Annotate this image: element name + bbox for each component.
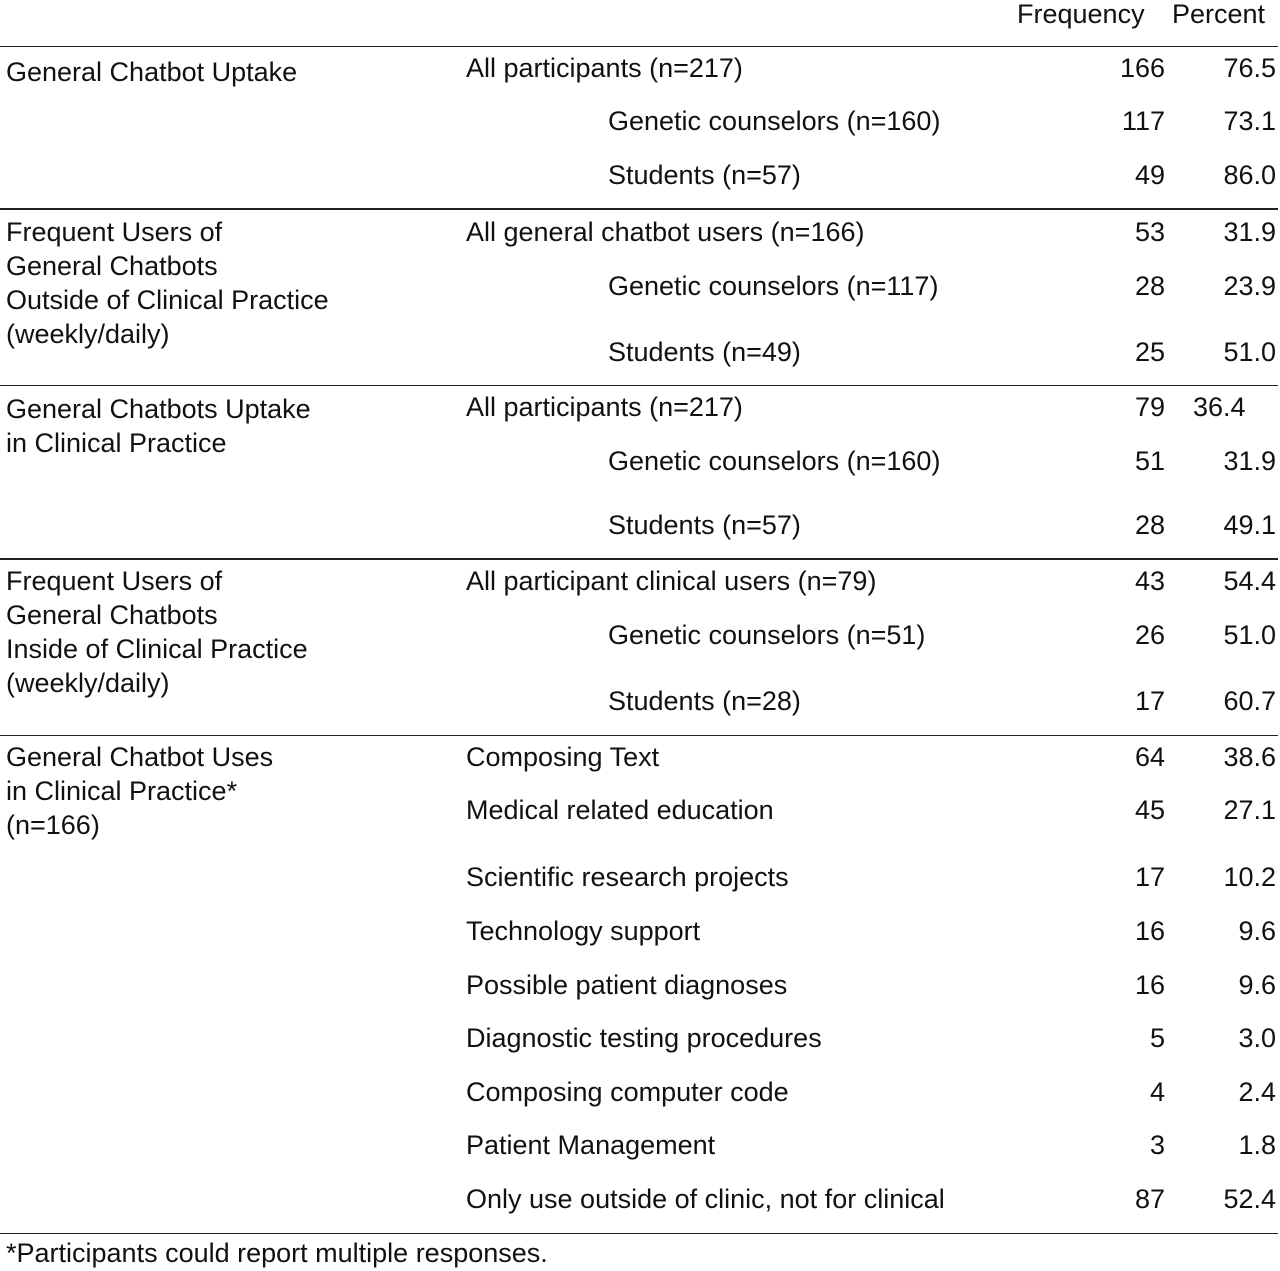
- row-label: Students (n=49): [608, 337, 801, 367]
- row-frequency: 3: [1149, 1130, 1165, 1160]
- section-label: General Chatbot Uptake: [6, 57, 298, 87]
- row-label: Composing Text: [466, 742, 660, 772]
- row-percent: 73.1: [1223, 106, 1276, 136]
- row-percent: 76.5: [1223, 53, 1276, 83]
- row-frequency: 79: [1134, 392, 1165, 422]
- row-label: Scientific research projects: [466, 862, 789, 892]
- row-percent: 60.7: [1223, 686, 1276, 716]
- section-label: Frequent Users of General Chatbots Inside of Clinical Practice (weekly/daily): [6, 566, 308, 698]
- row-percent: 23.9: [1223, 271, 1276, 301]
- section-rule: [0, 735, 1278, 736]
- row-percent: 9.6: [1238, 970, 1276, 1000]
- row-frequency: 53: [1134, 217, 1165, 247]
- section-rule: [0, 558, 1278, 560]
- row-frequency: 17: [1134, 686, 1165, 716]
- row-frequency: 117: [1121, 106, 1165, 136]
- section-label: Frequent Users of General Chatbots Outside of Clinical Practice (weekly/daily): [6, 217, 329, 349]
- row-percent: 31.9: [1223, 217, 1276, 247]
- row-frequency: 87: [1134, 1184, 1165, 1214]
- row-label: Students (n=28): [608, 686, 801, 716]
- section-label: General Chatbots Uptake in Clinical Practice: [6, 394, 311, 458]
- row-percent: 2.4: [1238, 1077, 1276, 1107]
- row-label: Possible patient diagnoses: [466, 970, 788, 1000]
- row-label: Genetic counselors (n=160): [608, 106, 941, 136]
- row-label: Composing computer code: [466, 1077, 789, 1107]
- row-percent: 9.6: [1238, 916, 1276, 946]
- footnote: *Participants could report multiple responses.: [6, 1238, 548, 1268]
- row-frequency: 5: [1149, 1023, 1165, 1053]
- row-label: All participants (n=217): [466, 53, 743, 83]
- row-label: Technology support: [466, 916, 701, 946]
- row-frequency: 43: [1134, 566, 1165, 596]
- row-label: All participant clinical users (n=79): [466, 566, 877, 596]
- row-percent: 51.0: [1223, 337, 1276, 367]
- row-label: Students (n=57): [608, 160, 801, 190]
- row-frequency: 25: [1134, 337, 1165, 367]
- section-rule: [0, 385, 1278, 386]
- row-percent: 49.1: [1223, 510, 1276, 540]
- row-label: Medical related education: [466, 795, 774, 825]
- row-frequency: 49: [1134, 160, 1165, 190]
- bottom-rule: [0, 1233, 1278, 1234]
- row-frequency: 17: [1134, 862, 1165, 892]
- row-frequency: 28: [1134, 510, 1165, 540]
- row-percent: 31.9: [1223, 446, 1276, 476]
- row-label: Students (n=57): [608, 510, 801, 540]
- row-percent: 52.4: [1223, 1184, 1276, 1214]
- row-label: Genetic counselors (n=160): [608, 446, 941, 476]
- row-percent: 1.8: [1238, 1130, 1276, 1160]
- row-frequency: 26: [1134, 620, 1165, 650]
- section-label: General Chatbot Uses in Clinical Practice* (n=166): [6, 742, 274, 840]
- column-header-percent: Percent: [1172, 0, 1266, 29]
- column-header-frequency: Frequency: [1017, 0, 1145, 29]
- row-label: All general chatbot users (n=166): [466, 217, 865, 247]
- row-percent: 38.6: [1223, 742, 1276, 772]
- row-label: Diagnostic testing procedures: [466, 1023, 822, 1053]
- row-frequency: 4: [1149, 1077, 1165, 1107]
- header-rule: [0, 46, 1278, 47]
- row-label: Genetic counselors (n=51): [608, 620, 926, 650]
- row-label: All participants (n=217): [466, 392, 743, 422]
- row-frequency: 28: [1134, 271, 1165, 301]
- row-percent: 36.4: [1193, 392, 1246, 422]
- row-percent: 10.2: [1223, 862, 1276, 892]
- row-frequency: 64: [1134, 742, 1165, 772]
- row-percent: 27.1: [1223, 795, 1276, 825]
- row-frequency: 16: [1134, 970, 1165, 1000]
- row-frequency: 51: [1134, 446, 1165, 476]
- row-frequency: 166: [1119, 53, 1165, 83]
- row-percent: 86.0: [1223, 160, 1276, 190]
- row-label: Patient Management: [466, 1130, 716, 1160]
- row-label: Only use outside of clinic, not for clinical: [466, 1184, 945, 1214]
- row-frequency: 16: [1134, 916, 1165, 946]
- row-frequency: 45: [1134, 795, 1165, 825]
- row-percent: 54.4: [1223, 566, 1276, 596]
- row-label: Genetic counselors (n=117): [608, 271, 939, 301]
- row-percent: 3.0: [1238, 1023, 1276, 1053]
- row-percent: 51.0: [1223, 620, 1276, 650]
- section-rule: [0, 208, 1278, 210]
